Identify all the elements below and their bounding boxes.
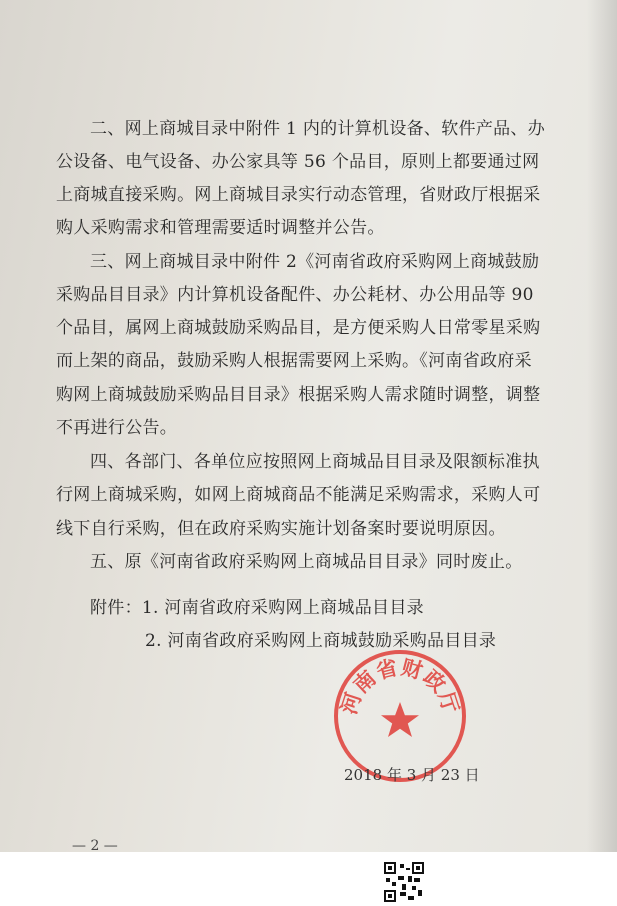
paragraph-3-line-2: 采购品目目录》内计算机设备配件、办公耗材、办公用品等 90 <box>56 285 534 305</box>
document-date: 2018 年 3 月 23 日 <box>344 766 480 784</box>
page-number: — 2 — <box>72 838 118 852</box>
paragraph-4-line-2: 行网上商城采购，如网上商城商品不能满足采购需求，采购人可 <box>56 485 541 505</box>
paragraph-2-line-2: 公设备、电气设备、办公家具等 56 个品目，原则上都要通过网 <box>56 152 540 172</box>
paragraph-5-line-1: 五、原《河南省政府采购网上商城品目目录》同时废止。 <box>90 552 523 572</box>
paragraph-4-line-3: 线下自行采购，但在政府采购实施计划备案时要说明原因。 <box>56 519 506 539</box>
paragraph-3-line-6: 不再进行公告。 <box>56 418 178 438</box>
paragraph-2-line-3: 上商城直接采购。网上商城目录实行动态管理，省财政厅根据采 <box>56 185 541 205</box>
paragraph-2-line-1: 二、网上商城目录中附件 1 内的计算机设备、软件产品、办 <box>90 119 546 139</box>
attachment-1: 附件：1. 河南省政府采购网上商城品目目录 <box>90 598 424 618</box>
paragraph-3-line-3: 个品目，属网上商城鼓励采购品目，是方便采购人日常零星采购 <box>56 318 541 338</box>
paragraph-2-line-4: 购人采购需求和管理需要适时调整并公告。 <box>56 218 385 238</box>
qr-code-icon <box>384 862 424 902</box>
paragraph-3-line-4: 而上架的商品，鼓励采购人根据需要网上采购。《河南省政府采 <box>56 351 532 371</box>
seal-star-icon <box>381 702 419 737</box>
paragraph-3-line-5: 购网上商城鼓励采购品目目录》根据采购人需求随时调整，调整 <box>56 385 541 405</box>
paragraph-4-line-1: 四、各部门、各单位应按照网上商城品目目录及限额标准执 <box>90 452 540 472</box>
seal-text: 河南省财政厅 <box>335 654 465 718</box>
attachment-2: 2. 河南省政府采购网上商城鼓励采购品目目录 <box>145 631 497 651</box>
paragraph-3-line-1: 三、网上商城目录中附件 2《河南省政府采购网上商城鼓励 <box>90 252 540 272</box>
